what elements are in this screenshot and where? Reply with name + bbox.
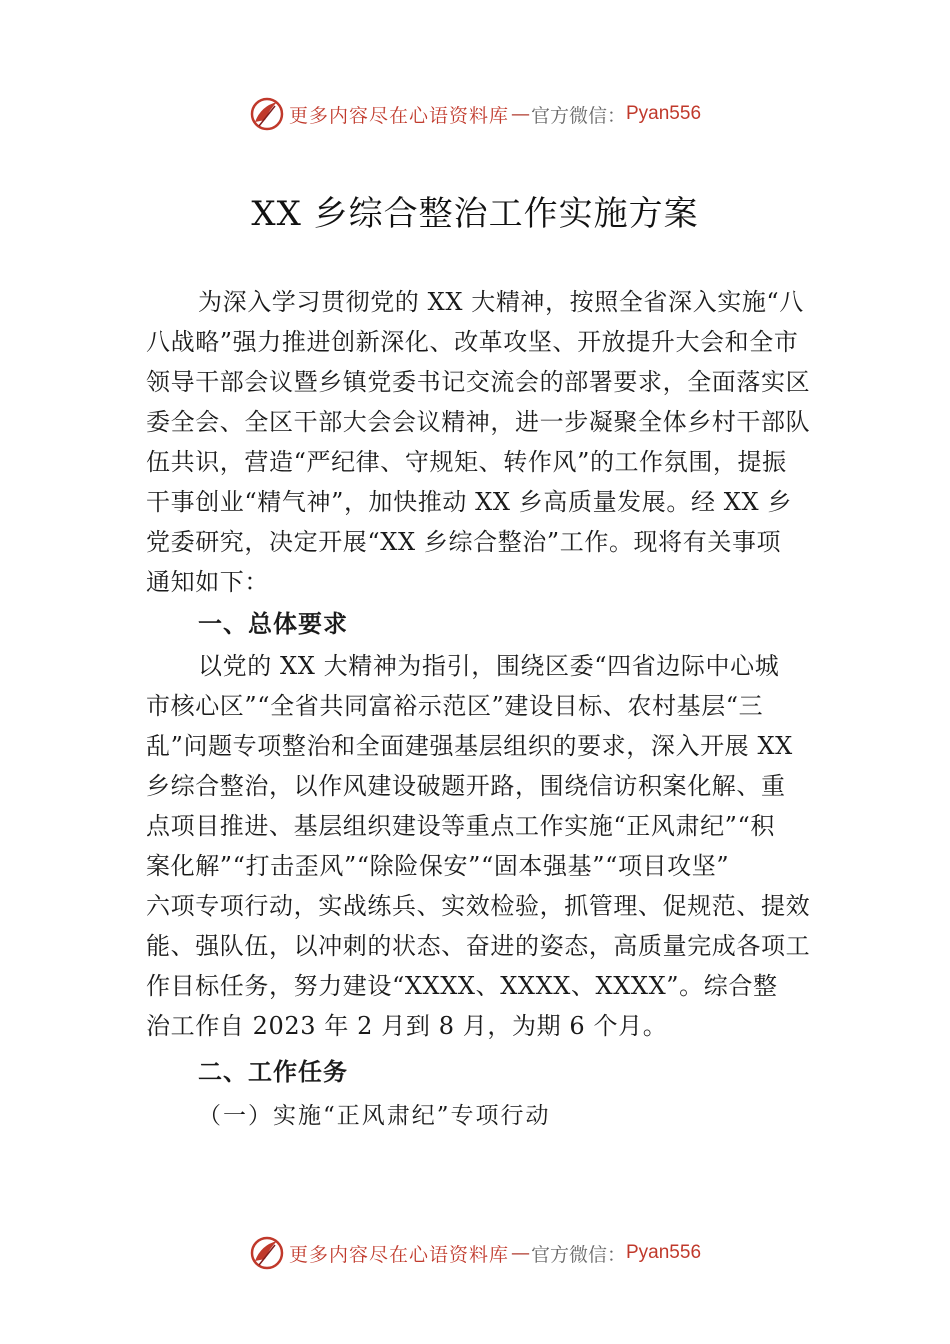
paragraph-line: 通知如下： [146,568,269,596]
paragraph-line: 为深入学习贯彻党的 XX 大精神，按照全省深入实施“八 [198,288,804,316]
paragraph-line: 案化解”“打击歪风”“除险保安”“固本强基”“项目攻坚” [146,852,730,880]
paragraph-line: 党委研究，决定开展“XX 乡综合整治”工作。现将有关事项 [146,528,782,556]
paragraph-line: 乡综合整治，以作风建设破题开路，围绕信访积案化解、重 [146,772,786,800]
document-title: XX 乡综合整治工作实施方案 [251,194,699,234]
watermark-banner-bottom [0,1233,950,1273]
paragraph-line: 作目标任务，努力建设“XXXX、XXXX、XXXX”。综合整 [146,972,778,1000]
watermark-separator: — [510,1242,529,1264]
paragraph-line: 点项目推进、基层组织建设等重点工作实施“正风肃纪”“积 [146,812,776,840]
wechat-id: Pyan556 [626,1242,702,1263]
paragraph-line: 乱”问题专项整治和全面建强基层组织的要求，深入开展 XX [146,732,793,760]
paragraph-line: 委全会、全区干部大会会议精神，进一步凝聚全体乡村干部队 [146,408,811,436]
watermark-separator: — [510,103,529,125]
quill-seal-icon [249,1235,285,1271]
paragraph-line: 市核心区”“全省共同富裕示范区”建设目标、农村基层“三 [146,692,764,720]
watermark-banner-top [0,94,950,134]
quill-seal-icon [249,96,285,132]
paragraph-line: 干事创业“精气神”，加快推动 XX 乡高质量发展。经 XX 乡 [146,488,792,516]
watermark-text: 更多内容尽在心语资料库 [288,1243,509,1266]
section-heading-work-tasks: 二、工作任务 [198,1058,348,1086]
paragraph-line: 治工作自 2023 年 2 月到 8 月，为期 6 个月。 [146,1012,668,1040]
wechat-id: Pyan556 [626,103,702,124]
document-body [146,282,816,1138]
paragraph-line: 领导干部会议暨乡镇党委书记交流会的部署要求，全面落实区 [146,368,811,396]
section-heading-overall-requirements: 一、总体要求 [198,610,348,638]
paragraph-line: 伍共识，营造“严纪律、守规矩、转作风”的工作氛围，提振 [146,448,787,476]
watermark-text: 更多内容尽在心语资料库 [288,104,509,127]
paragraph-line: 能、强队伍，以冲刺的状态、奋进的姿态，高质量完成各项工 [146,932,811,960]
wechat-label: 官方微信： [530,1243,626,1266]
paragraph-line: 八战略”强力推进创新深化、改革攻坚、开放提升大会和全市 [146,328,799,356]
subsection-heading: （一）实施“正风肃纪”专项行动 [198,1103,551,1129]
paragraph-line: 六项专项行动，实战练兵、实效检验，抓管理、促规范、提效 [146,892,811,920]
wechat-label: 官方微信： [530,104,626,127]
paragraph-line: 以党的 XX 大精神为指引，围绕区委“四省边际中心城 [198,652,780,680]
